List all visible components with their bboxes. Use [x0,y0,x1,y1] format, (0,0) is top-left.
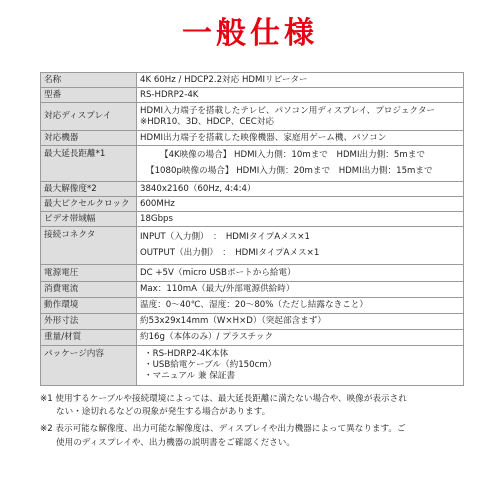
row-value-line: INPUT（入力側） ： HDMIタイプAメス×1 [140,232,310,242]
footnote [40,393,470,419]
row-value-line: 温度：0～40℃、湿度：20～80%（ただし結露なきこと） [140,300,368,310]
row-value-line: 3840x2160（60Hz, 4:4:4） [140,183,256,194]
row-value-line: 4K 60Hz / HDCP2.2対応 HDMIリピーター [140,74,308,85]
row-value-line: 約16g（本体のみ）/ プラスチック [140,332,274,342]
row-value [137,227,464,265]
table-row [41,265,464,282]
row-value-line: HDMI出力端子を搭載した映像機器、家庭用ゲーム機、パソコン [140,132,387,143]
table-row [41,103,464,131]
row-value [137,182,464,197]
row-value [137,197,464,212]
row-value-line: 約53x29x14mm（W×H×D）（突起部含まず） [140,316,326,326]
row-value-line: 18Gbps [140,213,173,224]
row-label: パッケージ内容 [41,346,137,386]
row-value [137,330,464,346]
footnote-line: ない・途切れるなどの現象が発生する場合があります。 [56,407,271,418]
row-label: 最大解像度*2 [41,182,137,197]
row-label: 最大ピクセルクロック [41,197,137,212]
row-value-line: DC +5V（micro USBポートから給電） [140,267,296,278]
row-value [137,212,464,227]
row-label: ビデオ帯域幅 [41,212,137,227]
row-value [137,282,464,298]
row-label: 消費電流 [41,282,137,298]
row-value-line: ・マニュアル 兼 保証書 [144,371,236,381]
page-title: 一般仕様 [182,16,318,51]
row-value [137,346,464,386]
row-value [137,103,464,131]
row-value-line: HDMI入力端子を搭載したテレビ、パソコン用ディスプレイ、プロジェクター [140,105,436,116]
row-label: 動作環境 [41,298,137,314]
row-value [137,88,464,103]
row-value-line: 600MHz [140,198,175,209]
row-label: 電源電圧 [41,265,137,282]
table-row [41,131,464,146]
table-row [41,298,464,314]
row-label: 対応機器 [41,131,137,146]
table-row [41,282,464,298]
row-value [137,314,464,330]
row-value-line: ※HDR10、3D、HDCP、CEC対応 [140,116,274,127]
table-row [41,227,464,265]
table-row [41,146,464,182]
table-row [41,346,464,386]
footnote-line: ※1 使用するケーブルや接続環境によっては、最大延長距離に満たない場合や、映像が表示され [40,394,407,404]
row-label: 接続コネクタ [41,227,137,265]
row-value-line: ・RS-HDRP2-4K本体 [144,349,229,359]
row-value [137,298,464,314]
row-value [137,73,464,88]
footnotes [40,393,470,454]
row-label: 型番 [41,88,137,103]
table-row [41,330,464,346]
footnote [40,423,470,449]
row-value-line: 【4K映像の場合】 HDMI入力側：10mまで HDMI出力側：5mまで [160,150,425,160]
row-label: 重量/材質 [41,330,137,346]
row-value [137,146,464,182]
table-row [41,212,464,227]
row-value [137,265,464,282]
row-value-line: ・USB給電ケーブル（約150cm） [144,360,277,370]
row-value-line: Max：110mA（最大/外部電源供給時） [140,284,295,294]
table-row [41,314,464,330]
footnote-line: ※2 表示可能な解像度、出力可能な解像度は、ディスプレイや出力機器によって異なります。ご [40,424,406,435]
table-row [41,73,464,88]
row-value-line: RS-HDRP2-4K [140,89,199,100]
row-value-line: OUTPUT（出力側） ： HDMIタイプAメス×1 [140,248,320,258]
footnote-line: 使用のディスプレイや、出力機器の説明書をご確認ください。 [56,437,295,448]
row-label: 外形寸法 [41,314,137,330]
row-value [137,131,464,146]
row-label: 名称 [41,73,137,88]
spec-table [40,72,464,386]
table-row [41,88,464,103]
row-label: 対応ディスプレイ [41,103,137,131]
row-label: 最大延長距離*1 [41,146,137,182]
table-row [41,197,464,212]
row-value-line: 【1080p映像の場合】 HDMI入力側：20mまで HDMI出力側：15mまで [146,166,433,176]
table-row [41,182,464,197]
